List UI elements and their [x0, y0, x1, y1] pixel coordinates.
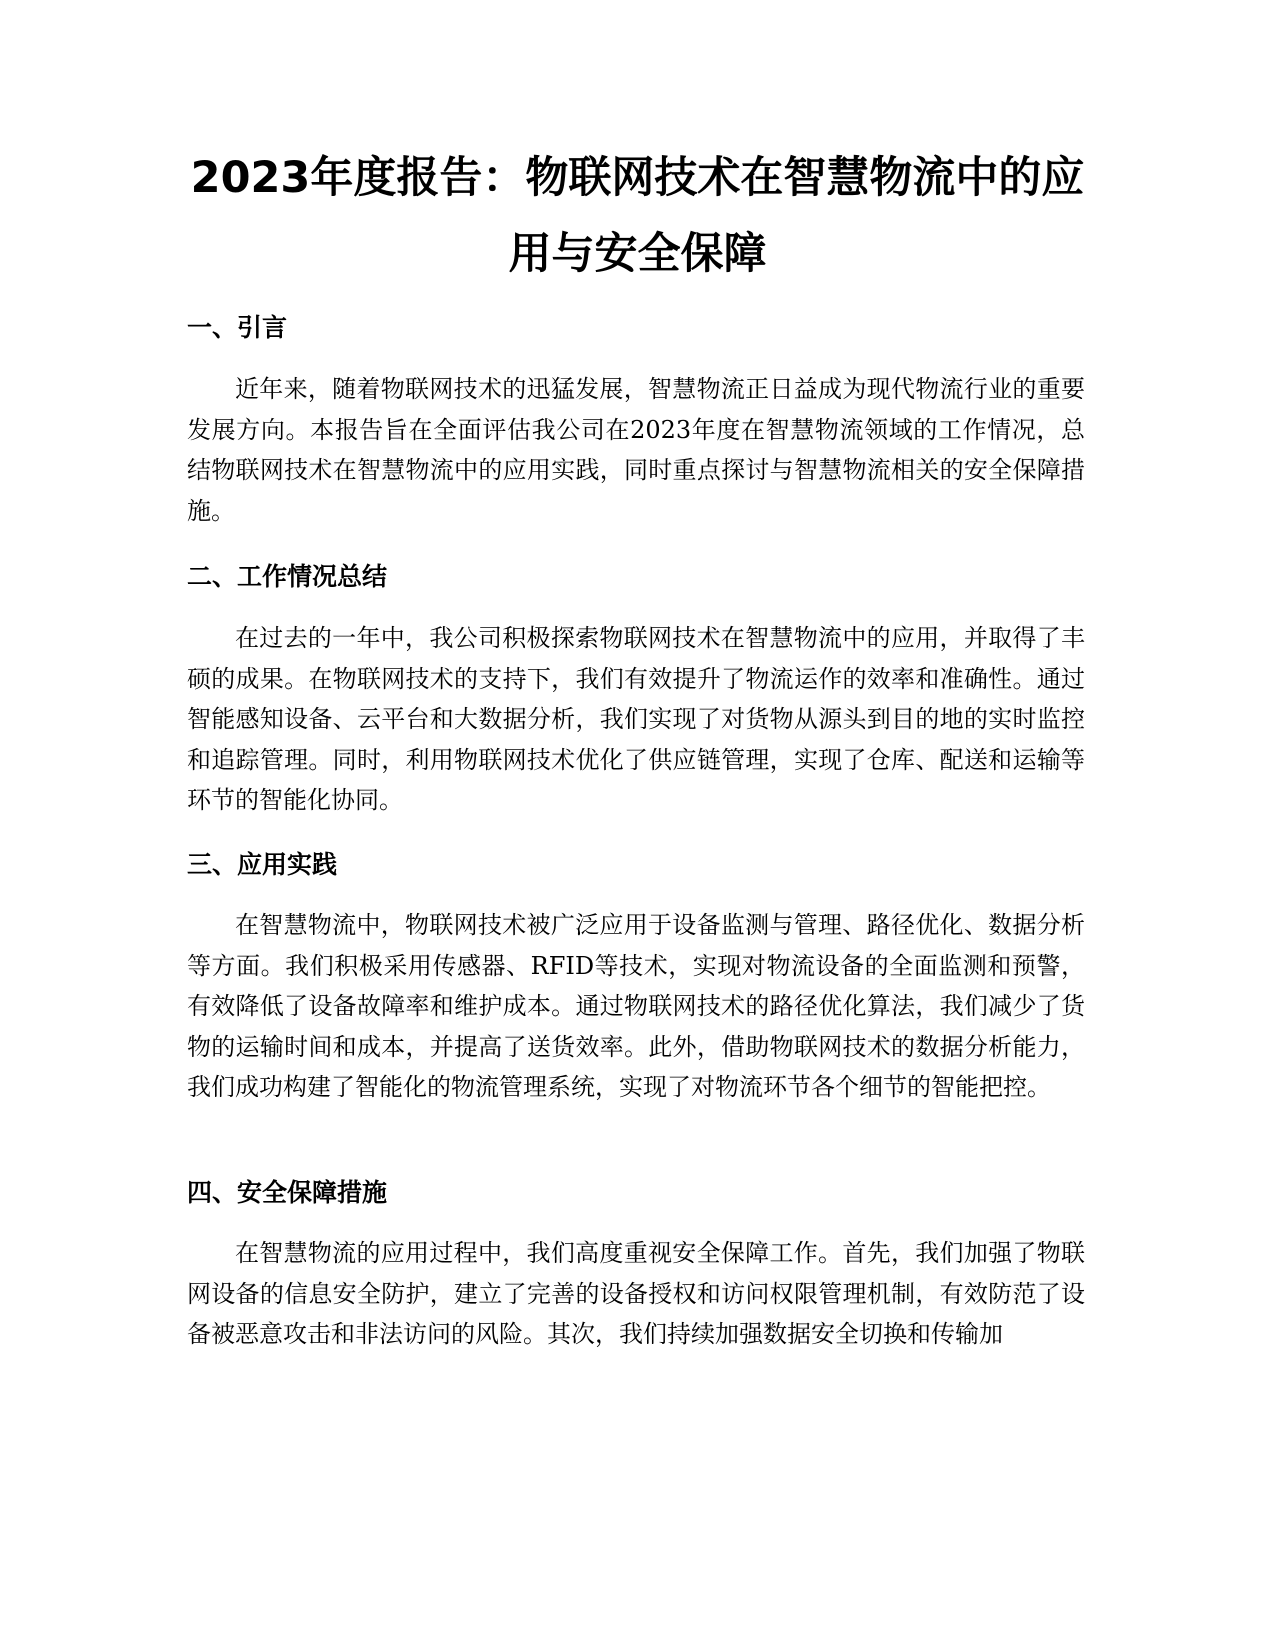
section-heading-security: 四、安全保障措施: [187, 1178, 388, 1207]
section-body-security: 在智慧物流的应用过程中，我们高度重视安全保障工作。首先，我们加强了物联网设备的信息安全防护，建立了完善的设备授权和访问权限管理机制，有效防范了设备被恶意攻击和非法访问的风险。其次，我们持续加强数据安全切换和传输加: [187, 1239, 1085, 1348]
section-heading-application: 三、应用实践: [187, 850, 338, 879]
section-body-intro: 近年来，随着物联网技术的迅猛发展，智慧物流正日益成为现代物流行业的重要发展方向。本报告旨在全面评估我公司在2023年度在智慧物流领域的工作情况，总结物联网技术在智慧物流中的应用实践，同时重点探讨与智慧物流相关的安全保障措施。: [187, 375, 1085, 525]
section-body-application: 在智慧物流中，物联网技术被广泛应用于设备监测与管理、路径优化、数据分析等方面。我们积极采用传感器、RFID等技术，实现对物流设备的全面监测和预警，有效降低了设备故障率和维护成本。通过物联网技术的路径优化算法，我们减少了货物的运输时间和成本，并提高了送货效率。此外，借助物联网技术的数据分析能力，我们成功构建了智能化的物流管理系统，实现了对物流环节各个细节的智能把控。: [187, 911, 1085, 1101]
section-heading-work-summary: 二、工作情况总结: [187, 562, 388, 591]
section-body-work-summary: 在过去的一年中，我公司积极探索物联网技术在智慧物流中的应用，并取得了丰硕的成果。在物联网技术的支持下，我们有效提升了物流运作的效率和准确性。通过智能感知设备、云平台和大数据分析，我们实现了对货物从源头到目的地的实时监控和追踪管理。同时，利用物联网技术优化了供应链管理，实现了仓库、配送和运输等环节的智能化协同。: [187, 624, 1085, 814]
section-heading-intro: 一、引言: [187, 313, 288, 342]
document-title: 2023年度报告：物联网技术在智慧物流中的应用与安全保障: [190, 153, 1085, 279]
